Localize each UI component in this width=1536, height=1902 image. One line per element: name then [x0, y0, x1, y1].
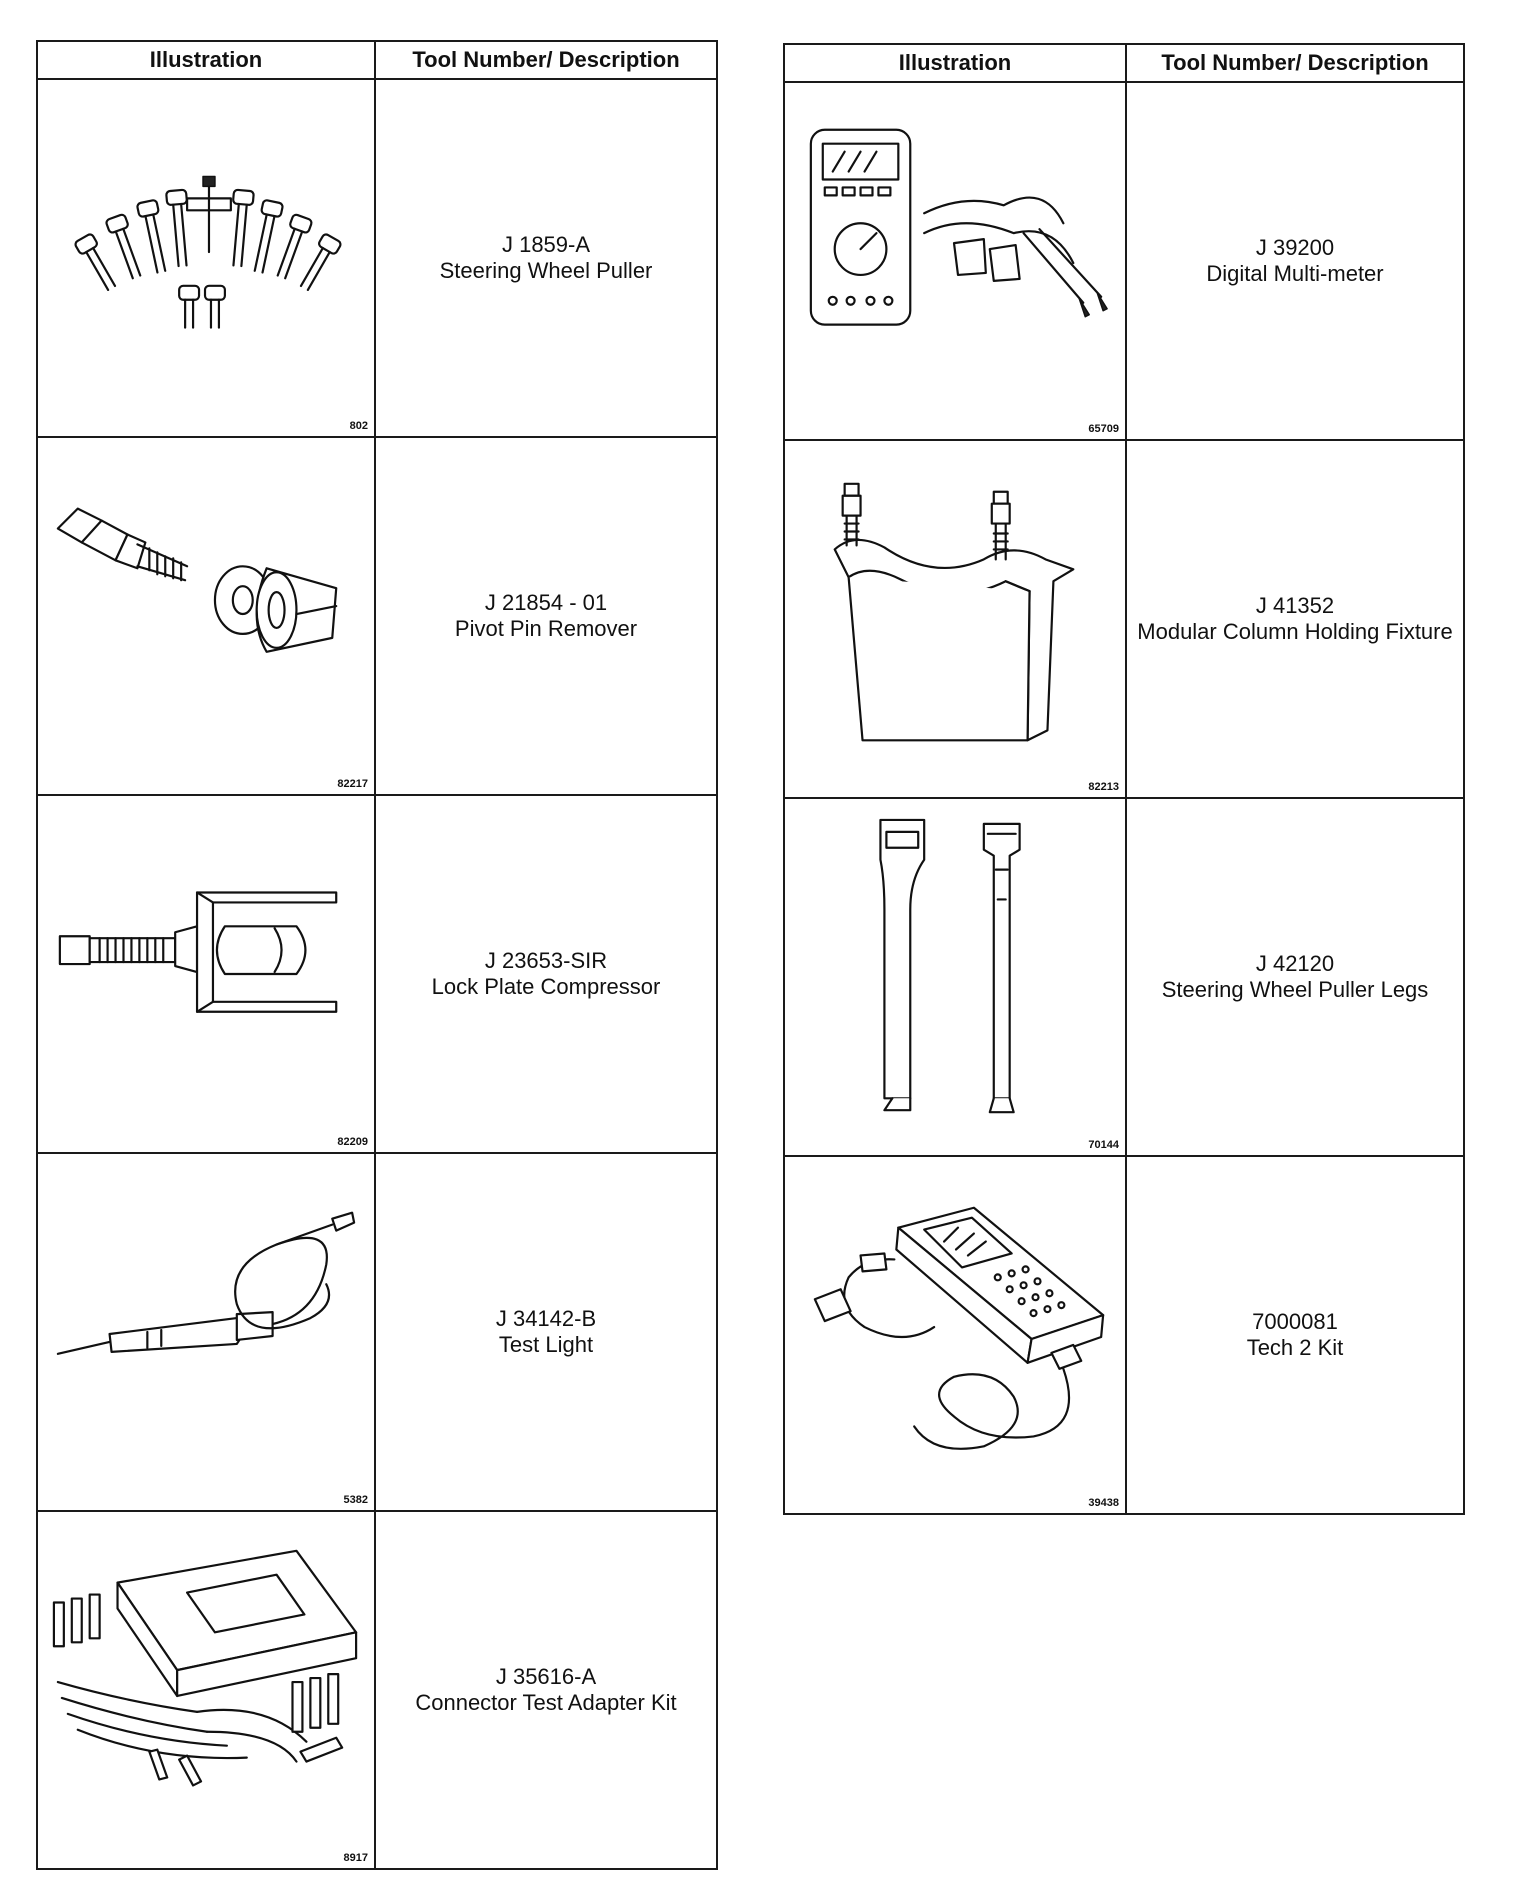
illustration-cell [784, 82, 1126, 440]
tool-description-cell [375, 795, 717, 1153]
figure-number: 802 [349, 420, 368, 432]
illustration-cell [784, 1156, 1126, 1514]
table-row [37, 437, 717, 795]
figure-number: 70144 [1088, 1139, 1119, 1151]
tool-description-cell [375, 79, 717, 437]
bolt-set-icon [38, 80, 374, 436]
table-row [37, 795, 717, 1153]
tool-number: 7000081 [1252, 1309, 1338, 1334]
table-row [37, 1153, 717, 1511]
tool-number: J 34142-B [495, 1306, 597, 1331]
figure-number: 5382 [343, 1494, 368, 1506]
holding-fixture-icon [785, 441, 1125, 797]
tool-description: Test Light [498, 1332, 594, 1357]
header-row [784, 44, 1464, 82]
lock-plate-compressor-icon [38, 796, 374, 1152]
tool-description: Modular Column Holding Fixture [1137, 619, 1453, 644]
pivot-pin-remover-icon [38, 438, 374, 794]
tool-description-cell [1126, 1156, 1464, 1514]
tool-description-cell [1126, 798, 1464, 1156]
tool-description: Connector Test Adapter Kit [415, 1690, 677, 1715]
illustration-cell [784, 440, 1126, 798]
tool-description: Lock Plate Compressor [431, 974, 661, 999]
tool-number: J 35616-A [495, 1664, 597, 1689]
figure-number: 8917 [343, 1852, 368, 1864]
illustration-header: Illustration [37, 41, 375, 79]
multimeter-icon [785, 83, 1125, 439]
tool-description-header: Tool Number/ Description [375, 41, 717, 79]
illustration-cell [37, 1153, 375, 1511]
left-tool-table [36, 40, 718, 1870]
test-light-icon [38, 1154, 374, 1510]
tool-description-cell [1126, 440, 1464, 798]
illustration-cell [37, 1511, 375, 1869]
table-row [784, 82, 1464, 440]
tool-number: J 39200 [1255, 235, 1335, 260]
header-row [37, 41, 717, 79]
tool-description: Tech 2 Kit [1246, 1335, 1344, 1360]
figure-number: 39438 [1088, 1497, 1119, 1509]
tool-description-header: Tool Number/ Description [1126, 44, 1464, 82]
right-tool-table [783, 43, 1465, 1515]
puller-legs-icon [785, 799, 1125, 1155]
figure-number: 65709 [1088, 423, 1119, 435]
figure-number: 82213 [1088, 781, 1119, 793]
illustration-cell [37, 79, 375, 437]
tool-number: J 1859-A [501, 232, 591, 257]
tool-number: J 42120 [1255, 951, 1335, 976]
tool-description-cell [1126, 82, 1464, 440]
tool-number: J 21854 - 01 [484, 590, 608, 615]
tool-description: Steering Wheel Puller Legs [1161, 977, 1429, 1002]
adapter-kit-icon [38, 1512, 374, 1868]
tool-description-cell [375, 1153, 717, 1511]
table-row [784, 440, 1464, 798]
figure-number: 82209 [337, 1136, 368, 1148]
tool-description: Steering Wheel Puller [439, 258, 653, 283]
illustration-cell [37, 795, 375, 1153]
table-row [784, 1156, 1464, 1514]
illustration-cell [37, 437, 375, 795]
figure-number: 82217 [337, 778, 368, 790]
tool-description-cell [375, 437, 717, 795]
tool-number: J 41352 [1255, 593, 1335, 618]
tool-description: Pivot Pin Remover [454, 616, 638, 641]
tool-description-cell [375, 1511, 717, 1869]
tool-number: J 23653-SIR [484, 948, 608, 973]
illustration-header: Illustration [784, 44, 1126, 82]
illustration-cell [784, 798, 1126, 1156]
table-row [37, 79, 717, 437]
table-row [37, 1511, 717, 1869]
tool-description: Digital Multi-meter [1206, 261, 1384, 286]
table-row [784, 798, 1464, 1156]
tech2-icon [785, 1157, 1125, 1513]
